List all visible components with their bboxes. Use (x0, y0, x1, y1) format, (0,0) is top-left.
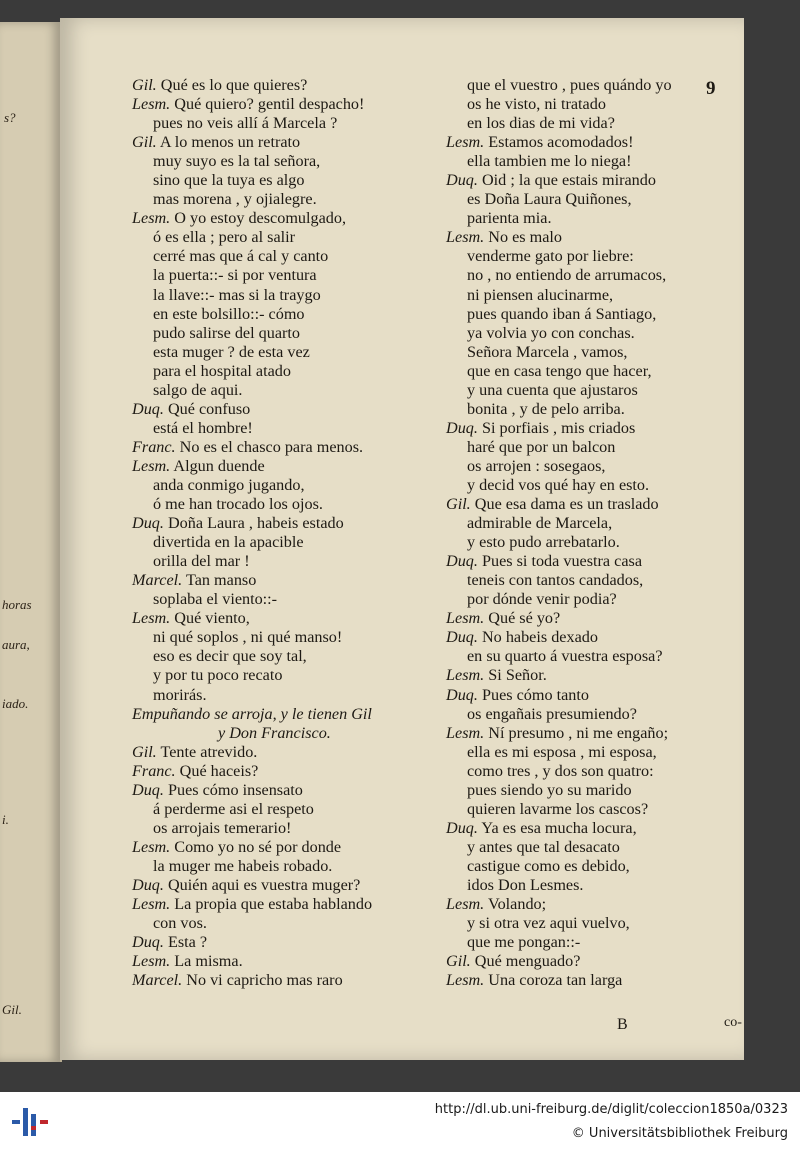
verse-line (132, 171, 372, 190)
library-logo-icon (10, 1102, 50, 1142)
verse-text: Qué haceis? (175, 761, 259, 780)
verse-line (446, 800, 672, 819)
verse-line (132, 590, 372, 609)
verse-text: Esta ? (163, 933, 208, 952)
verse-text: admirable de Marcela, (467, 514, 613, 533)
verse-text: con vos. (153, 914, 207, 933)
verse-text: cerré mas que á cal y canto (153, 247, 329, 266)
speaker-name: Duq. (446, 818, 478, 837)
verse-line (132, 533, 372, 552)
speaker-name: Lesm. (132, 609, 171, 628)
verse-text: Si Señor. (484, 666, 547, 685)
verse-line (446, 666, 672, 685)
verse-line (446, 286, 672, 305)
verse-line (132, 152, 372, 171)
verse-line (132, 76, 372, 95)
verse-line (132, 457, 372, 476)
verse-text: La propia que estaba hablando (170, 895, 373, 914)
speaker-name: Lesm. (446, 133, 485, 152)
verse-text: Qué quiero? gentil despacho! (170, 95, 365, 114)
verse-text: en su quarto á vuestra esposa? (467, 647, 663, 666)
verse-text: teneis con tantos candados, (467, 571, 644, 590)
verse-text: y antes que tal desacato (467, 837, 620, 856)
book-page (60, 18, 744, 1060)
copyright-notice: © Universitätsbibliothek Freiburg (571, 1126, 788, 1141)
catchword: co- (724, 1015, 742, 1030)
verse-text: No habeis dexado (477, 628, 598, 647)
speaker-name: Gil. (446, 495, 471, 514)
verse-text: os he visto, ni tratado (467, 95, 606, 114)
speaker-name: Lesm. (446, 609, 485, 628)
verse-text: castigue como es debido, (467, 856, 630, 875)
speaker-name: Lesm. (446, 723, 485, 742)
verse-text: ó me han trocado los ojos. (153, 495, 323, 514)
verse-text: Qué menguado? (470, 952, 581, 971)
verse-text: No es malo (484, 228, 563, 247)
verse-text: y por tu poco recato (153, 666, 283, 685)
verse-text: Qué es lo que quieres? (156, 76, 308, 94)
verse-text: Quién aqui es vuestra muger? (163, 875, 361, 894)
verse-text: es Doña Laura Quiñones, (467, 190, 632, 209)
verse-line (132, 324, 372, 343)
verse-line (446, 571, 672, 590)
verse-text: y decid vos qué hay en esto. (467, 475, 650, 494)
verse-line (132, 495, 372, 514)
verse-text: haré que por un balcon (467, 437, 616, 456)
verse-text: Si porfiais , mis criados (477, 418, 636, 437)
verse-line (446, 895, 672, 914)
verse-line (132, 571, 372, 590)
verse-line (446, 609, 672, 628)
verse-line (132, 800, 372, 819)
verse-text: Una coroza tan larga (484, 971, 623, 990)
verse-line (446, 438, 672, 457)
verse-text: Ní presumo , ni me engaño; (484, 723, 669, 742)
verse-text: á perderme asi el respeto (153, 799, 314, 818)
verse-line (446, 247, 672, 266)
verse-line (132, 666, 372, 685)
verse-line (132, 971, 372, 990)
verse-line (132, 819, 372, 838)
speaker-name: Franc. (132, 761, 176, 780)
verse-text: No es el chasco para menos. (175, 437, 364, 456)
verse-text: Pues cómo insensato (163, 780, 303, 799)
verse-text: ella es mi esposa , mi esposa, (467, 742, 657, 761)
verse-line (132, 228, 372, 247)
verse-line (446, 914, 672, 933)
verse-line (446, 876, 672, 895)
verse-text: os arrojen : sosegaos, (467, 456, 606, 475)
verse-line (132, 266, 372, 285)
verse-line (446, 266, 672, 285)
verse-line (132, 400, 372, 419)
left-text-column (132, 76, 372, 990)
verse-text: ni piensen alucinarme, (467, 285, 614, 304)
verse-line (132, 476, 372, 495)
verse-line (132, 857, 372, 876)
verse-line (446, 362, 672, 381)
verse-text: idos Don Lesmes. (467, 875, 584, 894)
verse-text: Volando; (484, 895, 547, 914)
verse-line (446, 952, 672, 971)
speaker-name: Lesm. (446, 228, 485, 247)
speaker-name: Lesm. (132, 95, 171, 114)
prev-page-fragment: horas (2, 597, 32, 612)
verse-line (132, 876, 372, 895)
verse-text: Oid ; la que estais mirando (477, 171, 656, 190)
verse-line (446, 590, 672, 609)
verse-text: y si otra vez aqui vuelvo, (467, 914, 630, 933)
verse-line (446, 133, 672, 152)
prev-page-fragment: s? (4, 110, 16, 125)
verse-line (132, 781, 372, 800)
speaker-name: Lesm. (132, 456, 171, 475)
verse-line (446, 95, 672, 114)
speaker-name: Duq. (446, 628, 478, 647)
verse-text: os engañais presumiendo? (467, 704, 637, 723)
verse-text: Tan manso (182, 571, 257, 590)
verse-text: sino que la tuya es algo (153, 171, 305, 190)
verse-text: para el hospital atado (153, 361, 291, 380)
verse-line (446, 686, 672, 705)
verse-line (132, 190, 372, 209)
signature-mark: B (617, 1016, 628, 1033)
verse-line (132, 133, 372, 152)
verse-line (446, 495, 672, 514)
speaker-name: Duq. (446, 552, 478, 571)
speaker-name: Duq. (446, 685, 478, 704)
verse-line (132, 381, 372, 400)
speaker-name: Marcel. (132, 971, 183, 990)
speaker-name: Gil. (132, 76, 157, 94)
verse-text: la llave::- mas si la traygo (153, 285, 321, 304)
verse-text: que el vuestro , pues quándo yo (467, 76, 672, 94)
verse-line (132, 343, 372, 362)
verse-text: pues quando iban á Santiago, (467, 304, 657, 323)
right-text-column (446, 76, 672, 990)
verse-line (132, 647, 372, 666)
verse-text: Que esa dama es un traslado (470, 495, 659, 514)
verse-text: Estamos acomodados! (484, 133, 634, 152)
verse-text: Doña Laura , habeis estado (163, 514, 344, 533)
prev-page-fragment: i. (2, 812, 9, 827)
verse-text: Como yo no sé por donde (170, 837, 342, 856)
verse-text: divertida en la apacible (153, 533, 304, 552)
verse-line (446, 971, 672, 990)
verse-text: Pues si toda vuestra casa (477, 552, 643, 571)
viewer-footer (0, 1092, 800, 1150)
verse-text: pudo salirse del quarto (153, 323, 300, 342)
verse-line (446, 647, 672, 666)
prev-page-fragment: iado. (2, 696, 29, 711)
verse-text: No vi capricho mas raro (182, 971, 343, 990)
verse-line (446, 781, 672, 800)
verse-line (132, 895, 372, 914)
verse-line (446, 838, 672, 857)
speaker-name: Gil. (132, 133, 157, 152)
verse-line (446, 552, 672, 571)
verse-line (446, 514, 672, 533)
verse-text: anda conmigo jugando, (153, 475, 305, 494)
prev-page-fragment: Gil. (2, 1002, 22, 1017)
speaker-name: Duq. (132, 399, 164, 418)
verse-text: está el hombre! (153, 418, 253, 437)
verse-text: bonita , y de pelo arriba. (467, 399, 625, 418)
verse-text: Pues cómo tanto (477, 685, 589, 704)
verse-line (446, 76, 672, 95)
verse-line (132, 438, 372, 457)
verse-text: en los dias de mi vida? (467, 114, 615, 133)
verse-line (132, 114, 372, 133)
speaker-name: Lesm. (446, 895, 485, 914)
verse-line (132, 514, 372, 533)
verse-text: Tente atrevido. (156, 742, 258, 761)
verse-line (446, 152, 672, 171)
verse-text: pues siendo yo su marido (467, 780, 632, 799)
verse-line (132, 838, 372, 857)
verse-line (446, 762, 672, 781)
verse-line (446, 724, 672, 743)
verse-text: y esto pudo arrebatarlo. (467, 533, 620, 552)
verse-line (446, 476, 672, 495)
verse-text: ya volvia yo con conchas. (467, 323, 635, 342)
verse-line (446, 743, 672, 762)
speaker-name: Duq. (446, 171, 478, 190)
verse-text: muy suyo es la tal señora, (153, 152, 321, 171)
verse-line (446, 114, 672, 133)
verse-text: en este bolsillo::- cómo (153, 304, 305, 323)
verse-line (446, 228, 672, 247)
verse-text: esta muger ? de esta vez (153, 342, 310, 361)
verse-line (132, 743, 372, 762)
verse-text: ella tambien me lo niega! (467, 152, 632, 171)
verse-text: O yo estoy descomulgado, (170, 209, 347, 228)
verse-line (132, 686, 372, 705)
verse-line (132, 552, 372, 571)
verse-line (132, 914, 372, 933)
verse-text: como tres , y dos son quatro: (467, 761, 654, 780)
verse-text: Señora Marcela , vamos, (467, 342, 628, 361)
speaker-name: Lesm. (132, 837, 171, 856)
verse-line (446, 628, 672, 647)
verse-line (132, 933, 372, 952)
verse-line (132, 762, 372, 781)
verse-text: ni qué soplos , ni qué manso! (153, 628, 343, 647)
speaker-name: Duq. (132, 875, 164, 894)
verse-line (132, 952, 372, 971)
verse-text: A lo menos un retrato (156, 133, 301, 152)
verse-text: quieren lavarme los cascos? (467, 799, 649, 818)
stage-direction: y Don Francisco. (218, 723, 331, 742)
verse-text: Ya es esa mucha locura, (477, 818, 637, 837)
verse-line (446, 400, 672, 419)
speaker-name: Duq. (446, 418, 478, 437)
speaker-name: Duq. (132, 780, 164, 799)
speaker-name: Duq. (132, 933, 164, 952)
verse-line (132, 95, 372, 114)
speaker-name: Duq. (132, 514, 164, 533)
speaker-name: Franc. (132, 437, 176, 456)
verse-line (446, 171, 672, 190)
speaker-name: Gil. (132, 742, 157, 761)
verse-text: Qué confuso (163, 399, 251, 418)
verse-line (446, 533, 672, 552)
verse-text: la muger me habeis robado. (153, 856, 333, 875)
speaker-name: Lesm. (132, 895, 171, 914)
verse-text: Algun duende (170, 456, 265, 475)
speaker-name: Lesm. (446, 971, 485, 990)
verse-text: soplaba el viento::- (153, 590, 278, 609)
verse-line (446, 457, 672, 476)
verse-text: que me pongan::- (467, 933, 581, 952)
verse-line (446, 819, 672, 838)
verse-line (132, 362, 372, 381)
verse-text: la puerta::- si por ventura (153, 266, 317, 285)
speaker-name: Lesm. (446, 666, 485, 685)
verse-text: os arrojais temerario! (153, 818, 292, 837)
page-number: 9 (706, 78, 716, 99)
verse-text: no , no entiendo de arrumacos, (467, 266, 667, 285)
speaker-name: Gil. (446, 952, 471, 971)
verse-line (132, 247, 372, 266)
stage-direction: Empuñando se arroja, y le tienen Gil (132, 704, 372, 723)
verse-line (446, 857, 672, 876)
verse-text: mas morena , y ojialegre. (153, 190, 317, 209)
verse-text: ó es ella ; pero al salir (153, 228, 296, 247)
verse-line (446, 343, 672, 362)
verse-line (446, 190, 672, 209)
verse-line (446, 705, 672, 724)
verse-text: por dónde venir podia? (467, 590, 617, 609)
verse-text: morirás. (153, 685, 207, 704)
verse-line (132, 628, 372, 647)
verse-text: eso es decir que soy tal, (153, 647, 307, 666)
verse-text: y una cuenta que ajustaros (467, 380, 638, 399)
verse-line (132, 286, 372, 305)
verse-text: venderme gato por liebre: (467, 247, 634, 266)
verse-text: Qué sé yo? (484, 609, 561, 628)
verse-line (446, 933, 672, 952)
verse-line (132, 209, 372, 228)
source-url-link[interactable]: http://dl.ub.uni-freiburg.de/diglit/coleccion1850a/0323 (434, 1102, 788, 1117)
speaker-name: Marcel. (132, 571, 183, 590)
prev-page-fragment: aura, (2, 637, 30, 652)
verse-text: que en casa tengo que hacer, (467, 361, 652, 380)
verse-line (132, 609, 372, 628)
verse-line (132, 419, 372, 438)
speaker-name: Lesm. (132, 952, 171, 971)
verse-line (132, 305, 372, 324)
speaker-name: Lesm. (132, 209, 171, 228)
verse-line (446, 324, 672, 343)
verse-text: salgo de aqui. (153, 380, 243, 399)
verse-line (446, 209, 672, 228)
verse-text: parienta mia. (467, 209, 552, 228)
verse-text: orilla del mar ! (153, 552, 250, 571)
verse-text: Qué viento, (170, 609, 250, 628)
verse-line (446, 381, 672, 400)
verse-text: pues no veis allí á Marcela ? (153, 114, 338, 133)
verse-line (446, 419, 672, 438)
verse-text: La misma. (170, 952, 243, 971)
verse-line (446, 305, 672, 324)
previous-page-edge (0, 22, 62, 1062)
